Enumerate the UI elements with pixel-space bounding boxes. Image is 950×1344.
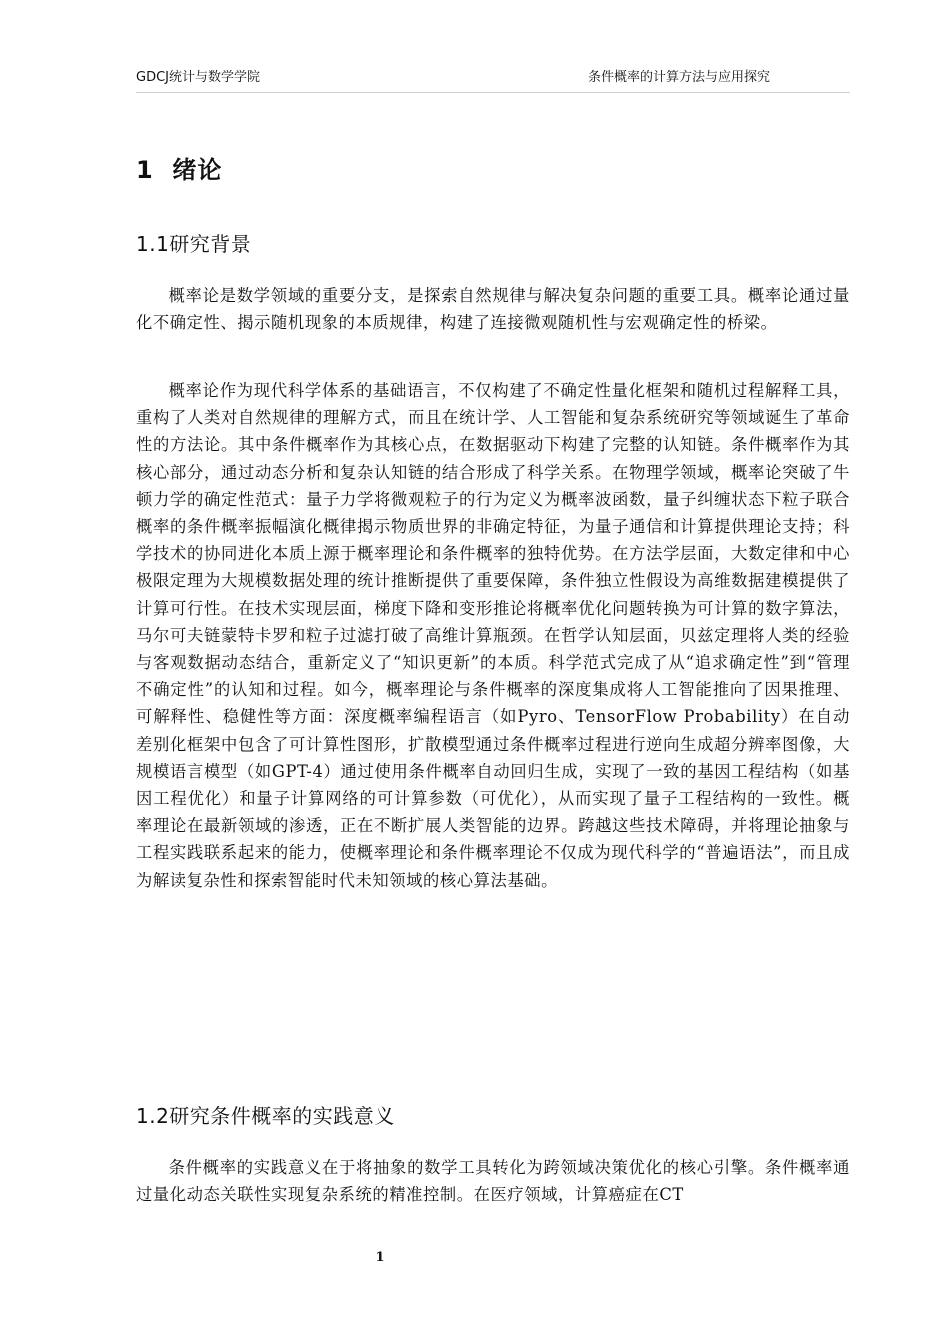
header-divider <box>136 92 850 93</box>
paragraph-1: 概率论是数学领域的重要分支，是探索自然规律与解决复杂问题的重要工具。概率论通过量化不确定性、揭示随机现象的本质规律，构建了连接微观随机性与宏观确定性的桥梁。 <box>136 286 850 333</box>
paragraph-3: 条件概率的实践意义在于将抽象的数学工具转化为跨领域决策优化的核心引擎。条件概率通过量化动态关联性实现复杂系统的精准控制。在医疗领域，计算癌症在CT <box>136 1158 850 1205</box>
header-left: GDCJ统计与数学学院 <box>136 70 260 85</box>
header-right: 条件概率的计算方法与应用探究 <box>588 70 771 85</box>
section-title-1-2: 1.2研究条件概率的实践意义 <box>136 1104 395 1128</box>
chapter-title: 1 绪论 <box>136 156 223 184</box>
page-number: 1 <box>375 1250 385 1265</box>
paragraph-2: 概率论作为现代科学体系的基础语言，不仅构建了不确定性量化框架和随机过程解释工具，重构了人类对自然规律的理解方式，而且在统计学、人工智能和复杂系统研究等领域诞生了革命性的方法论。其中条件概率作为其核心点，在数据驱动下构建了完整的认知链。条件概率作为其核心部分，通过动态分析和复杂认知链的结合形成了科学关系。在物理学领域，概率论突破了牛顿力学的确定性范式：量子力学将微观粒子的行为定义为概率波函数，量子纠缠状态下粒子联合概率的条件概率振幅演化概律揭示物质世界的非确定特征，为量子通信和计算提供理论支持；科学技术的协同进化本质上源于概率理论和条件概率的独特优势。在方法学层面，大数定律和中心极限定理为大规模数据处理的统计推断提供了重要保障，条件独立性假设为高维数据建模提供了计算可行性。在技术实现层面，梯度下降和变形推论将概率优化问题转换为可计算的数字算法，马尔可夫链蒙特卡罗和粒子过滤打破了高维计算瓶颈。在哲学认知层面，贝兹定理将人类的经验与客观数据动态结合，重新定义了“知识更新”的本质。科学范式完成了从“追求确定性”到“管理不确定性”的认知和过程。如今，概率理论与条件概率的深度集成将人工智能推向了因果推理、可解释性、稳健性等方面：深度概率编程语言（如Pyro、TensorFlow Probability）在自动差别化框架中包含了可计算性图形，扩散模型通过条件概率过程进行逆向生成超分辨率图像，大规模语言模型（如GPT-4）通过使用条件概率自动回归生成，实现了一致的基因工程结构（如基因工程优化）和量子计算网络的可计算参数（可优化），从而实现了量子工程结构的一致性。概率理论在最新领域的渗透，正在不断扩展人类智能的边界。跨越这些技术障碍，并将理论抽象与工程实践联系起来的能力，使概率理论和条件概率理论不仅成为现代科学的“普遍语法”，而且成为解读复杂性和探索智能时代未知领域的核心算法基础。 <box>136 381 850 890</box>
section-title-1-1: 1.1研究背景 <box>136 232 252 256</box>
